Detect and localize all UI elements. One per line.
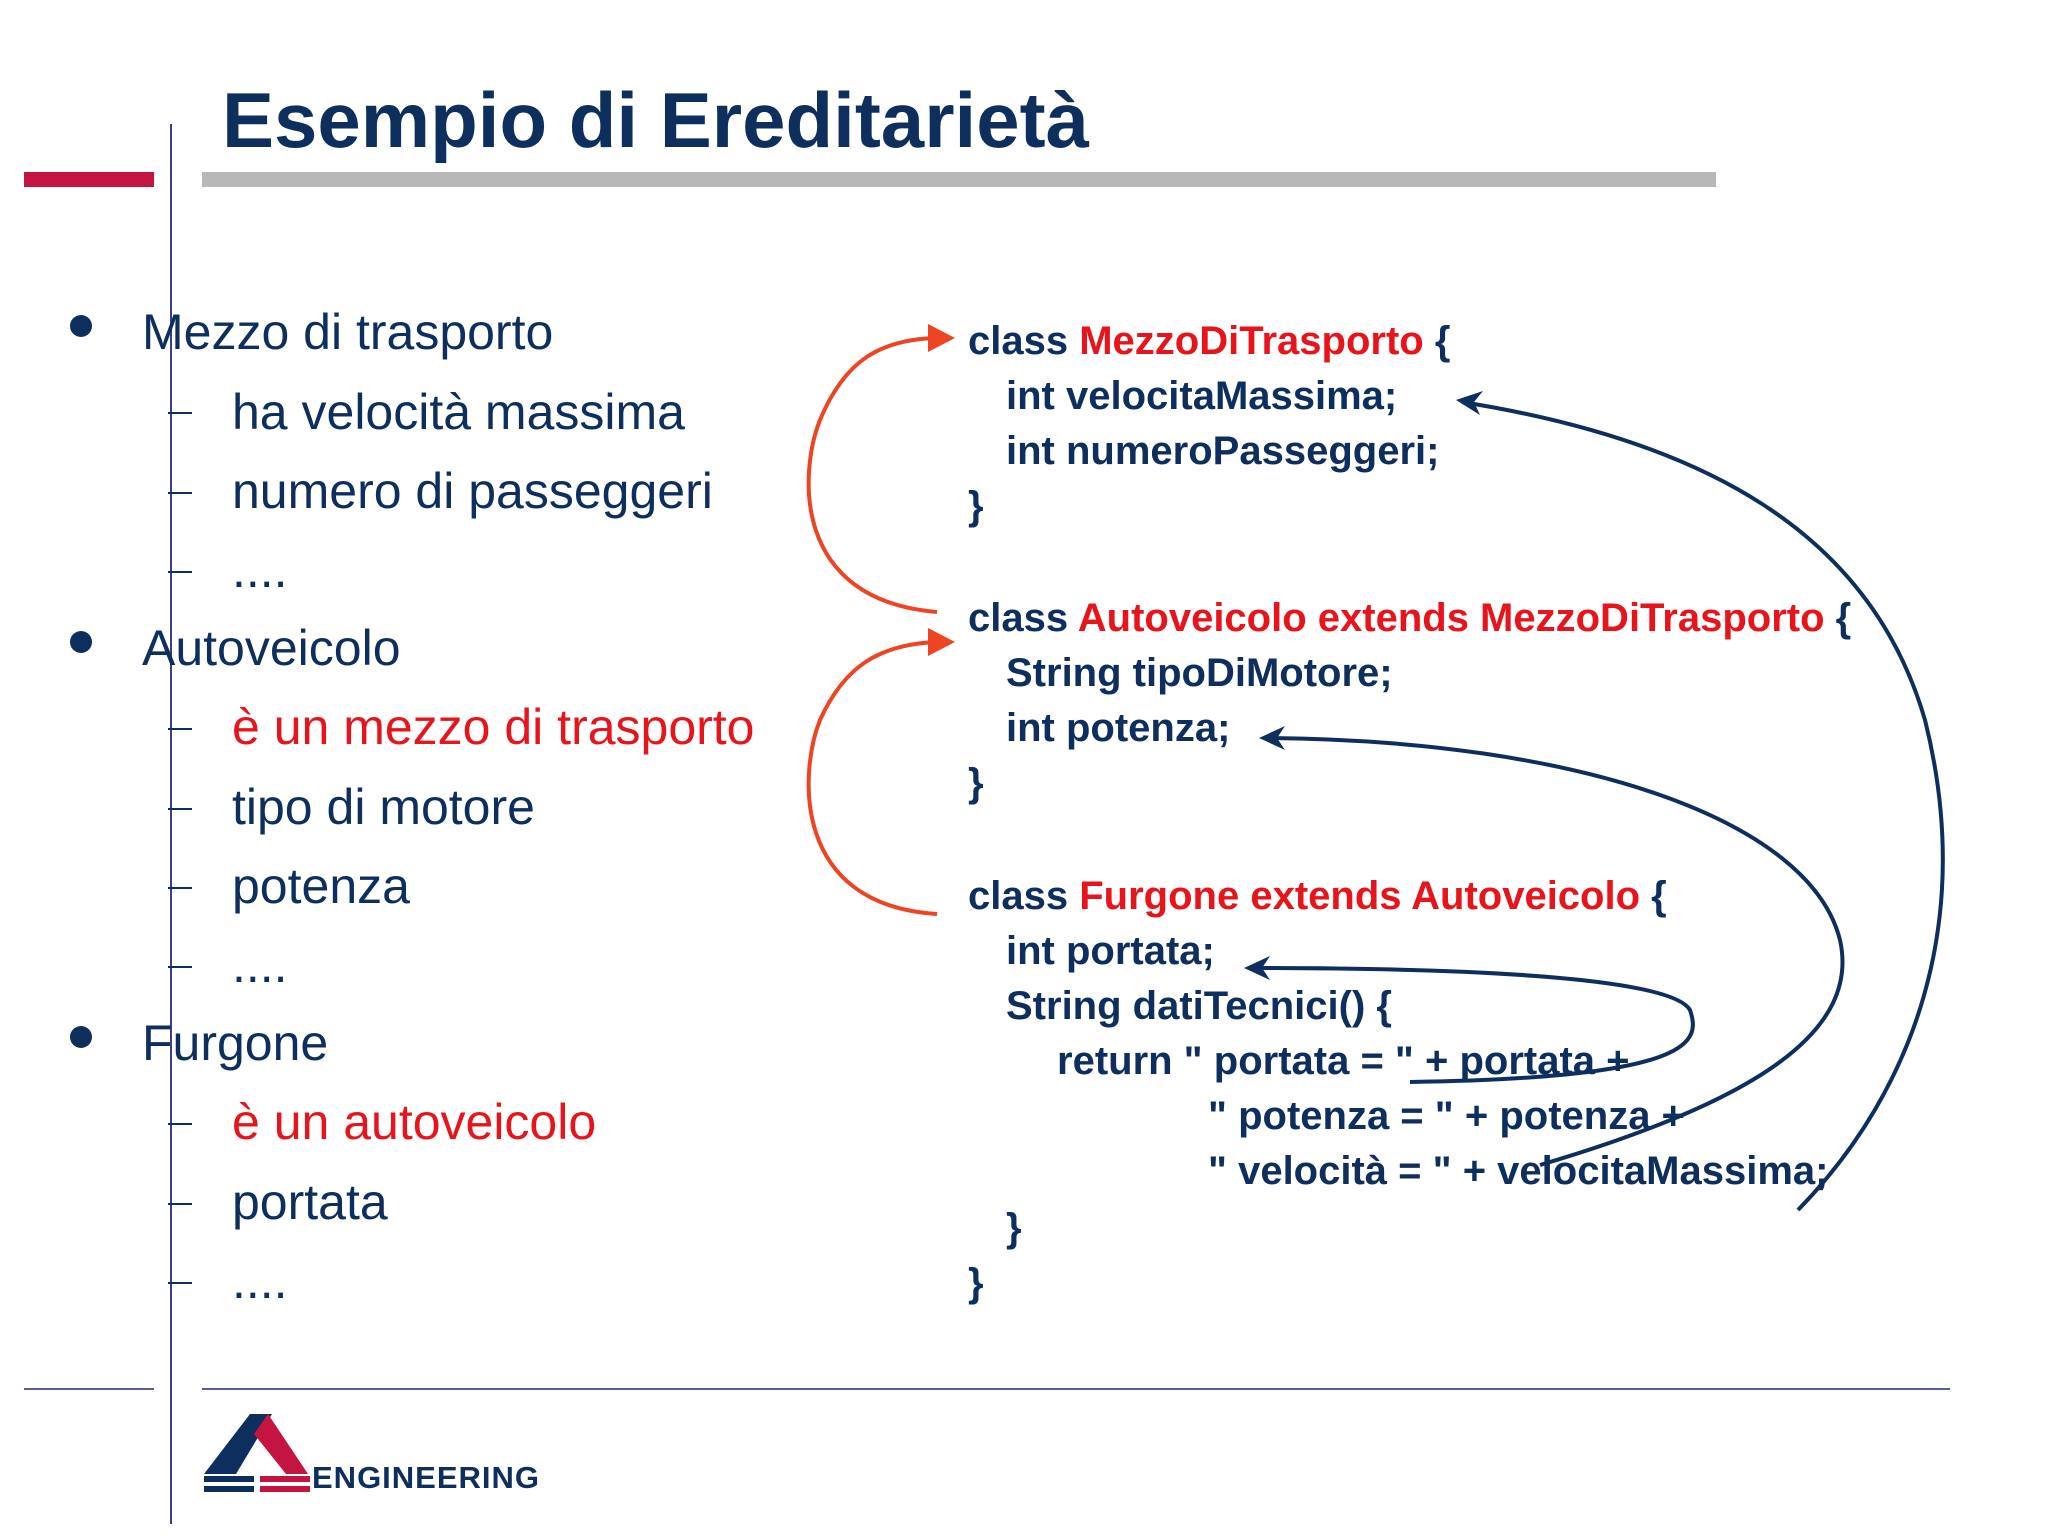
class-name: Furgone extends Autoveicolo	[1079, 874, 1641, 918]
sub-item: numero di passeggeri	[232, 463, 713, 519]
bullet-furgone: Furgone	[142, 1015, 329, 1071]
sub-item: portata	[232, 1174, 388, 1230]
sub-item: ....	[232, 937, 288, 993]
code-line: }	[968, 484, 984, 528]
bullet-mezzo: Mezzo di trasporto	[142, 304, 554, 360]
code-line: return " portata = " + portata +	[1057, 1039, 1630, 1083]
sub-item: potenza	[232, 858, 410, 914]
sub-item: tipo di motore	[232, 779, 535, 835]
code-line: int velocitaMassima;	[1006, 374, 1398, 418]
sub-item: ....	[232, 1253, 288, 1309]
field-arrow-velocita	[1456, 391, 1943, 1210]
bullet-autoveicolo: Autoveicolo	[142, 620, 401, 676]
code-line: }	[968, 761, 984, 805]
sub-item: ....	[232, 542, 288, 598]
code-line: " potenza = " + potenza +	[1208, 1094, 1685, 1138]
extends-arrow-2	[809, 628, 955, 914]
code-class-header: class Autoveicolo extends MezzoDiTrasporto {	[968, 596, 1852, 640]
code-line: int numeroPasseggeri;	[1006, 429, 1440, 473]
extends-arrow-1	[809, 324, 955, 612]
code-line: int potenza;	[1006, 706, 1231, 750]
logo-wordmark: ENGINEERING	[312, 1460, 541, 1495]
code-line: " velocità = " + velocitaMassima;	[1208, 1149, 1829, 1193]
sub-item: ha velocità massima	[232, 384, 685, 440]
slide-title: Esempio di Ereditarietà	[222, 76, 1089, 164]
code-class-header: class Furgone extends Autoveicolo {	[968, 874, 1667, 918]
class-name: Autoveicolo extends MezzoDiTrasporto	[1077, 596, 1825, 640]
code-class-header: class MezzoDiTrasporto {	[968, 319, 1451, 363]
code-line: }	[968, 1261, 984, 1305]
class-name: MezzoDiTrasporto	[1079, 319, 1424, 363]
sub-item-highlight: è un autoveicolo	[232, 1094, 597, 1150]
code-line: String datiTecnici() {	[1006, 984, 1392, 1028]
code-line: }	[1006, 1206, 1022, 1250]
field-arrow-potenza	[1259, 726, 1843, 1165]
code-line: int portata;	[1006, 929, 1215, 973]
field-arrow-portata	[1244, 956, 1693, 1082]
sub-item-highlight: è un mezzo di trasporto	[232, 699, 755, 755]
code-line: String tipoDiMotore;	[1006, 651, 1393, 695]
